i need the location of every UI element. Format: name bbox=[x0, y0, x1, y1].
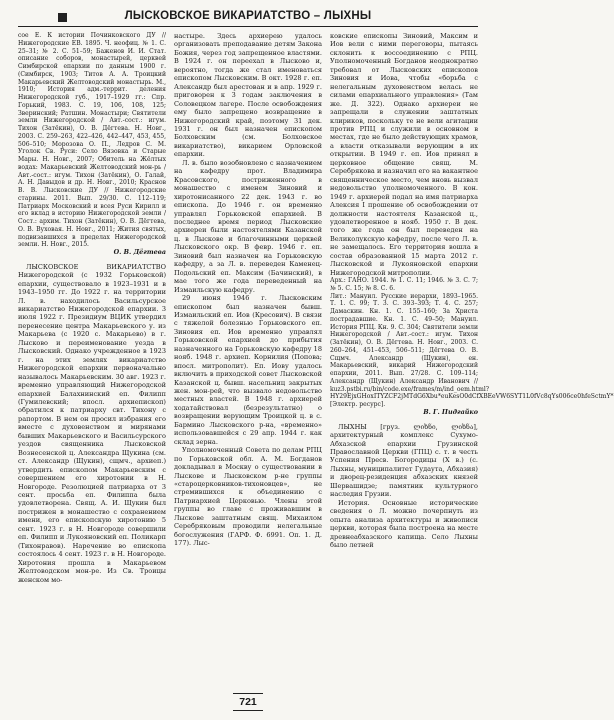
bibliography-text: сое Е. К истории Починковского ДУ // Нижегородские ЕВ. 1895. Ч. неофиц. № 1. С. 25–31; № 2. С. 51–59; Баженов И. И. Стат. описание соборов, монастырей, церквей Симбирской епархии по данным 1900 г. (Симбирск, 1903; Титов А. А. Троицкий Макарьевский Желтоводский монастырь. М., 1910; История адм.-террит. деления Нижегородской губ., 1917–1929 гг.: Спр. Горький, 1983. С. 19, 106, 108, 125; Зверинский; Ратшин. Монастыри; Святители земли Нижегородской / Авт.-сост.: игум. Тихон (Затёкин), О. В. Дёгтева. Н. Новг., 2003. С. 259–263, 422–426, 442–447, 453, 455, 506–510; Морозова О. П., Ледров С. М. Уголок Св. Руси: Село Вязовка и Старые Мары. Н. Новг., 2007; Обитель на Жёлтых водах: Макарьевский Желтоводский мон-рь / Авт.-сост.: игум. Тихон (Затёкин), О. Галай, А. Н. Давыдов и др. Н. Новг., 2010; Краснов В. В. Лысковские ДУ // Нижегородские старины. 2011. Вып. 29/30. С. 112–119; Патриарх Московский и всея Руси Кирилл и его вклад в историю Нижегородской земли / Сост.: архим. Тихон (Затёкин), О. В. Дёгтева, О. В. Вуховая. Н. Новг., 2011; Жития святых, подвизавшихся в пределах Нижегородской земли. Н. Новг., 2015. bbox=[18, 32, 166, 249]
column-3 bbox=[330, 32, 614, 688]
references-block bbox=[330, 277, 614, 417]
paragraph-1: настыре. Здесь архиерею удалось организовать преподавание детям Закона Божия, через год запрещенное властями. В 1924 г. он переехал в Лысково и, вероятно, тогда же стал именоваться епископом Лысковским. В окт. 1928 г. еп. Александр был арестован и в апр. 1929 г. приговорен к 3 годам заключения в Соловецком лагере. После освобождения ему было запрещено возвращение в Нижегородский край, поэтому 31 дек. 1931 г. он был назначен епископом Болховским (см. Болховское викариатство), викарием Орловской епархии. bbox=[174, 32, 322, 159]
paragraph-1: ковские епископы Зиновий, Максим и Иов вели с ними переговоры, пытаясь склонить к воссоединению с РПЦ. Уполномоченный Богданов неоднократно требовал от Лысковских епископов Зиновия и Иова, чтобы «борьба с нелегальным духовенством велась не силами епархиального управления» (Там же. Д. 322). Однако архиереи не запрещали в служении заштатных клириков, поскольку те не вели агитации против РПЦ и служили в основном в местах, где не было действующих храмов, а власти отказывали верующим в их открытии. В 1949 г. еп. Иов принял в церковное общение свящ. М. Серебрякова и назначил его на вакантное священническое место, чем вновь вызвал недовольство уполномоченного. В кон. 1949 г. архиерей подал на имя патриарха Алексия I прошение об освобождении от должности настоятеля Казанской ц., удовлетворенное в нояб. 1950 г. В дек. того же года он был переведен на Великолукскую кафедру, после чего Л. в. не замещалось. Его территория вошла в состав образованной 15 марта 2012 г. Лысковской и Лукояновской епархии Нижегородской митрополии. bbox=[330, 32, 478, 277]
archive-references: Арх.: ГАНО. 1944. № 1. С. 11; 1946. № 3. С. 7; № 5. С. 15; № 8. С. 6. bbox=[330, 277, 478, 292]
page-number: 721 bbox=[233, 693, 263, 711]
paragraph-3: 29 июня 1946 г. Лысковским епископом был назначен бывш. Измаильский еп. Иов (Кресович). В связи с тяжелой болезнью Горьковского еп. Зиновия еп. Иов временно управлял Горьковской епархией до прибытия назначенного на Горьковскую кафедру 18 нояб. 1948 г. архиеп. Корнилия (Попова; впосл. митрополит). Еп. Иову удалось включить в приходской совет Лысковской Казанской ц. бывш. насельниц закрытых жен. мон-рей, что вызвало недовольство местных властей. В 1948 г. архиерей ходатайствовал (безрезультатно) о возвращении верующим Троицкой ц. в с. Бармино Лысковского р-на, «временно» использовавшейся с 29 апр. 1944 г. как склад зерна. bbox=[174, 294, 322, 446]
text-columns bbox=[18, 32, 614, 688]
running-title: ЛЫСКОВСКОЕ ВИКАРИАТСТВО – ЛЫХНЫ bbox=[124, 10, 372, 22]
running-header bbox=[18, 8, 478, 27]
entry-lykhny: ЛЫХНЫ [груз. ლიხნი, ლიხნა], архитектурный комплекс Сухумо-Абхазской епархии Грузинской Православной Церкви (ГПЦ) с. т. в честь Успения Пресв. Богородицы (Х в.) (с. Лыхны, муниципалитет Гудаута, Абхазия) и дворец-резиденция абхазских князей Шервашидзе; памятник культурного наследия Грузии. bbox=[330, 422, 478, 499]
entry-lyskovskoe-vikariatstvo: ЛЫСКОВСКОЕ ВИКАРИАТСТВО Нижегородской (с 1932 Горьковской) епархии, существовало в 1923–1931 и в 1943–1950 гг. До 1922 г. на территории Л. в. находилось Васильсурское викариатство Нижегородской епархии. 3 июля 1922 г. Президиум ВЦИК утвердил перенесение центра Макарьевского у. из Макарьева (с 1920 с. Макарьево) в г. Лысково и переименование уезда в Лысковский. Однако учрежденное в 1923 г. на этих землях викариатство Нижегородской епархии первоначально называлось Макарьевским. 30 авг. 1923 г. временно управляющий Нижегородской епархией Балахнинский еп. Филипп (Гумилевский; впосл. архиепископ) обратился к патриарху свт. Тихону с рапортом. В нем он просил избрания его вместе с духовенством и мирянами бывших Макарьевского и Васильсурского уездов священника Лысковской Вознесенской ц. Александра Щукина (см. ст. Александр (Щукин), сщмч., архиеп.) утвердить епископом Макарьевским с совершением его хиротонии в Н. Новгороде. Резолюцией патриарха от 3 сент. просьба еп. Филиппа была удовлетворена. Свящ. А. И. Щукин был пострижен в монашество с сохранением имени, его епископскую хиротонию 5 сент. 1923 г. в Н. Новгороде совершили еп. Филипп и Лукояновский еп. Поликарп (Тихонравов). Наречение во епископа состоялось 4 сент. 1923 г. в Н. Новгороде. Хиротония прошла в Макарьевом Желтоводском мон-ре. Из Св. Троицы женском мо- bbox=[18, 262, 166, 584]
article-author: О. В. Дёгтева bbox=[113, 248, 166, 256]
encyclopedia-page bbox=[18, 8, 614, 714]
column-2 bbox=[174, 32, 322, 688]
paragraph-4: Уполномоченный Совета по делам РПЦ по Горьковской обл. А. М. Богданов докладывал в Москву о существовании в Лыскове и Лысковском р-не группы «староцерковников-тихоновцев», не стремившихся к объединению с Патриархией Церковью. Члены этой группы во главе с проживавшим в Лыскове заштатным свящ. Михаилом Серебряковым проводили нелегальные богослужения (ГАРФ. Ф. 6991. Оп. 1. Д. 177). Лыс- bbox=[174, 446, 322, 548]
bibliography-block bbox=[18, 32, 166, 257]
column-1 bbox=[18, 32, 166, 688]
literature-references: Лит.: Мануил. Русские иерархи, 1893–1965. Т. 1. С. 99; Т. 3. С. 393–393; Т. 4. С. 257; Дамаскин. Кн. 1. С. 155–160; За Христа пострадавшие. Кн. 1. С. 49–50; Мануил. История РПЦ. Кн. 9. С. 304; Святители земли Нижегородской / Авт.-сост.: игум. Тихон (Затёкин), О. В. Дёгтева. Н. Новг., 2003. С. 260–264, 451–453, 506–511; Дёгтева О. В. Сщмч. Александр (Щукин), ен. Макарьевский, викарий Нижегородский епархии, 2011. Вып. 27/28. С. 109–114; Александр (Щукин) Александр Иванович // kuz3.pstbi.ru/bin/code.exe/frames/m/ind_oem.html?HY29EjxGHoxITYZCF2jMTdG6Xbu*euKesO0dCfXBEeVW6SYT1L0fVc8qYs006ce0hfeSctmY* [Электр. ресурс]. bbox=[330, 292, 614, 409]
entry-lykhny-history: История. Основные исторические сведения о Л. можно почерпнуть из опыта анализа архитектуры и живописи церкви, которая была построена на месте древнеабхазского капища. Село Лыхны было летней bbox=[330, 498, 478, 549]
page-footer bbox=[18, 692, 478, 712]
article-author: В. Г. Пидгайко bbox=[423, 407, 478, 416]
paragraph-2: Л. в. было возобновлено с назначением на кафедру прот. Владимира Красовского, постриженного в монашество с именем Зиновий и хиротонисанного 22 дек. 1943 г. во епископа. До 1946 г. он временно управлял Горьковской епархией. В последнее время период Лысковские архиереи были настоятелями Казанской ц. в Лыскове и благочинными церквей Лысковского окр. В февр. 1946 г. еп. Зиновий был назначен на Горьковскую кафедру, а за Л. в. переведен Каменец-Подольский еп. Максим (Бачинский), в мае того же года переведенный на Измаильскую кафедру. bbox=[174, 158, 322, 294]
